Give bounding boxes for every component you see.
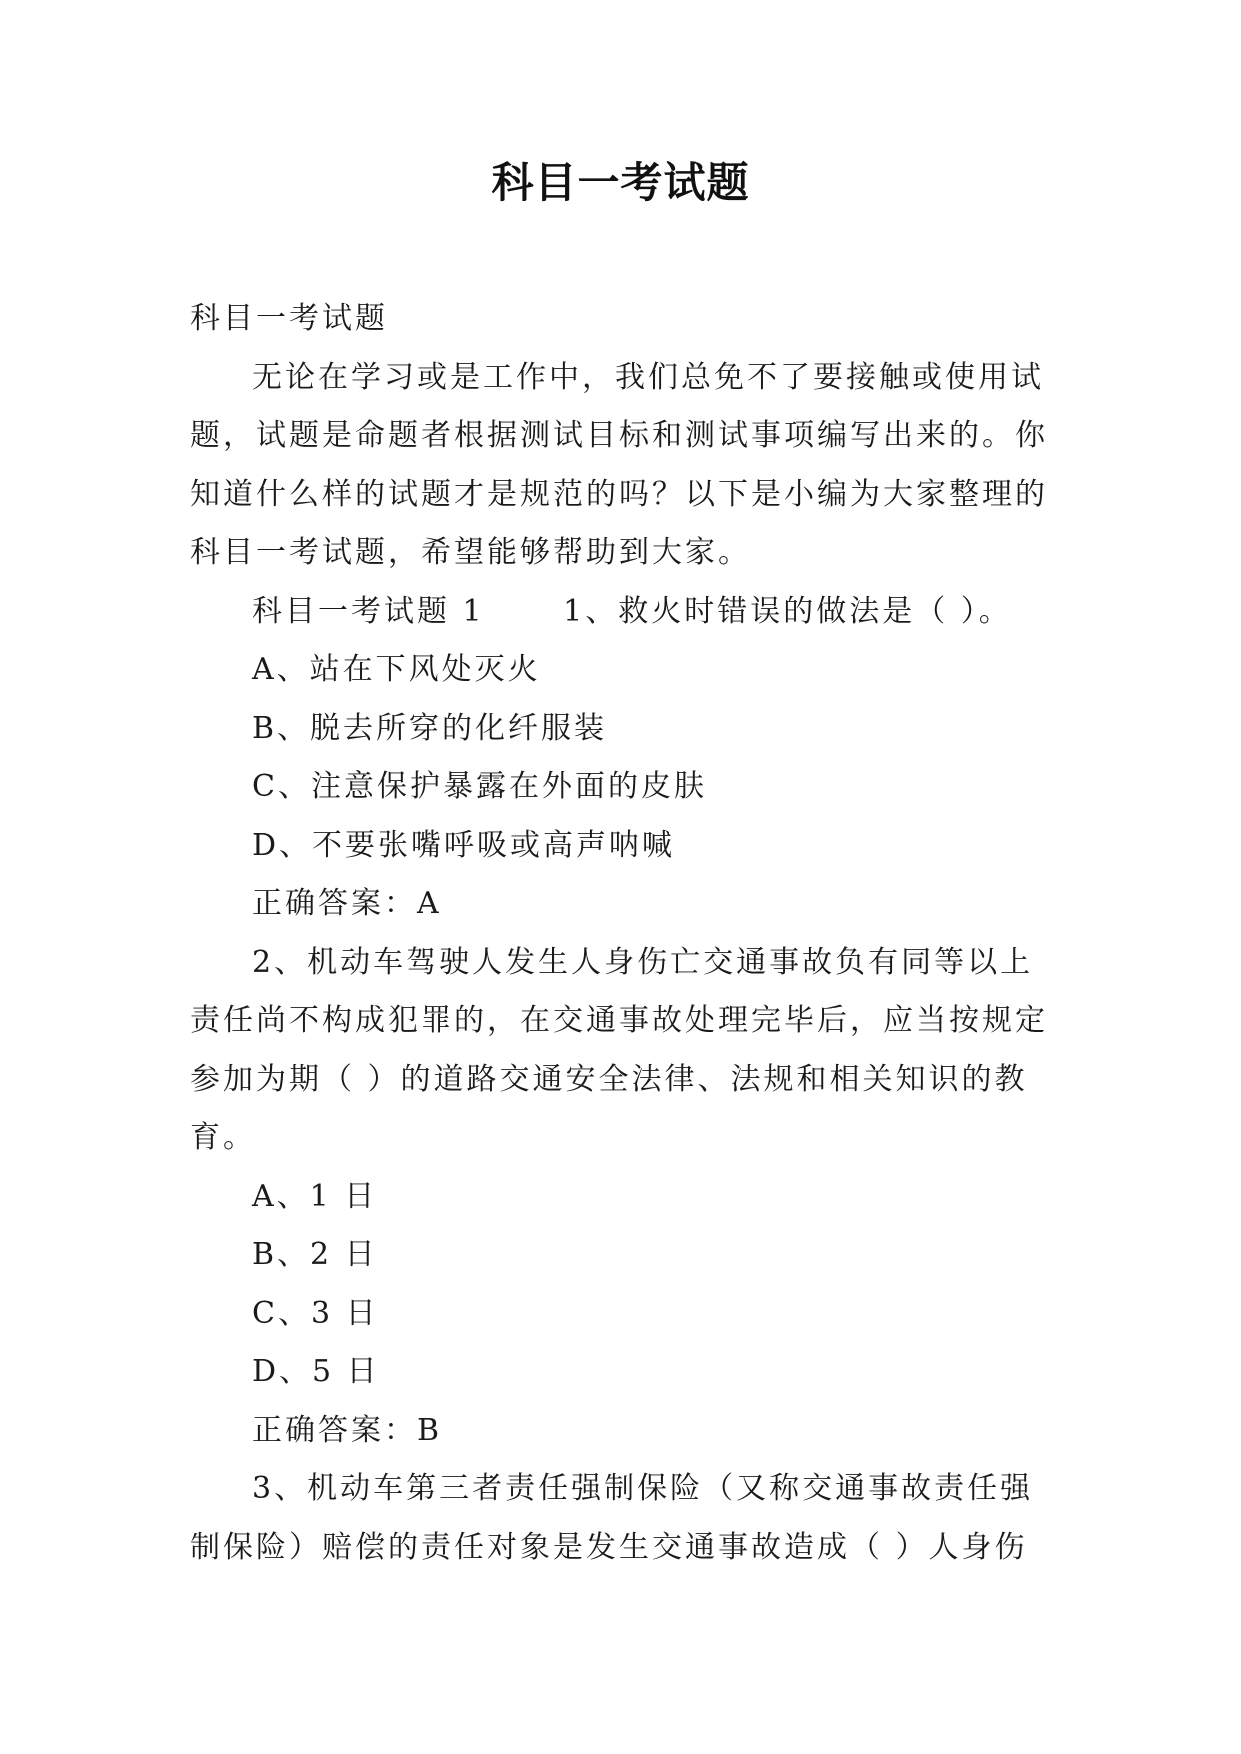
document-body <box>190 290 1052 1577</box>
question-1-option-a: A、站在下风处灭火 <box>252 652 541 687</box>
question-1-option-d: D、不要张嘴呼吸或高声呐喊 <box>252 827 676 863</box>
question-2-option-b: B、2 日 <box>252 1237 378 1272</box>
document-title: 科目一考试题 <box>491 158 750 207</box>
intro-paragraph: 无论在学习或是工作中，我们总免不了要接触或使用试题，试题是命题者根据测试目标和测试事项编写出来的。你知道什么样的试题才是规范的吗？以下是小编为大家整理的科目一考试题，希望能够帮助到大家。 <box>190 359 1048 570</box>
question-2-option-d: D、5 日 <box>252 1354 380 1389</box>
question-2-option-a: A、1 日 <box>252 1178 378 1214</box>
question-2-option-c: C、3 日 <box>252 1295 379 1331</box>
subheading: 科目一考试题 <box>190 301 388 336</box>
question-2-answer: 正确答案：B <box>252 1412 443 1448</box>
question-1-option-c: C、注意保护暴露在外面的皮肤 <box>252 769 707 804</box>
question-1-answer: 正确答案：A <box>252 886 442 921</box>
question-1-option-b: B、脱去所穿的化纤服装 <box>252 710 608 746</box>
question-3-stem: 3、机动车第三者责任强制保险（又称交通事故责任强制保险）赔偿的责任对象是发生交通事故造成（ ）人身伤 <box>190 1471 1034 1565</box>
question-1-stem: 科目一考试题 1 1、救火时错误的做法是（ ）。 <box>252 593 1012 629</box>
question-2-stem: 2、机动车驾驶人发生人身伤亡交通事故负有同等以上责任尚不构成犯罪的，在交通事故处理完毕后，应当按规定参加为期（ ）的道路交通安全法律、法规和相关知识的教育。 <box>190 944 1048 1155</box>
